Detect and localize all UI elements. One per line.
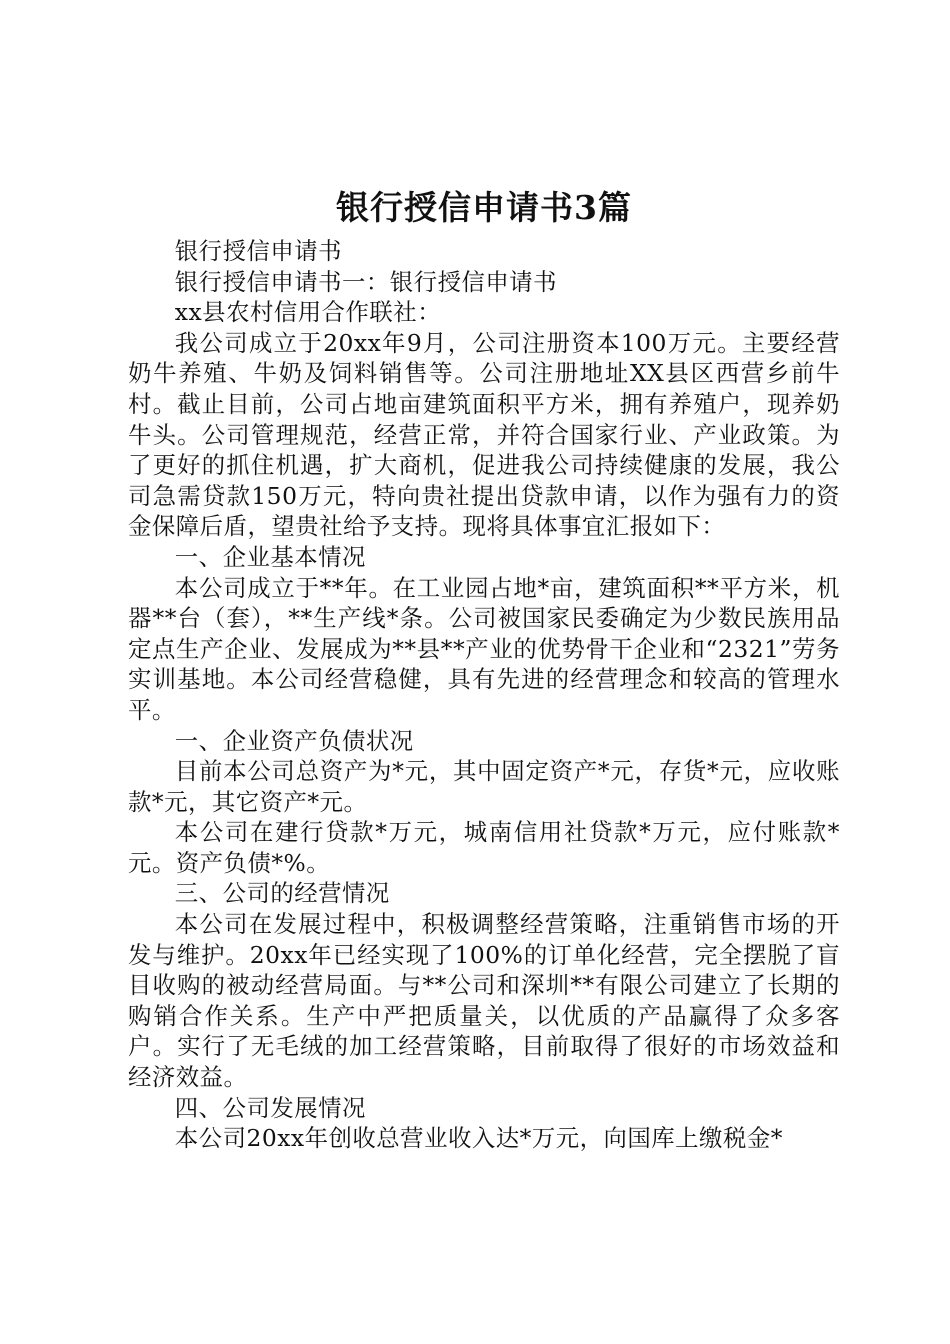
paragraph-loans: 本公司在建行贷款*万元，城南信用社贷款*万元，应付账款*元。资产负债*%。 (128, 818, 840, 877)
heading-basic-info: 一、企业基本情况 (174, 542, 366, 571)
paragraph-assets: 目前本公司总资产为*元，其中固定资产*元，存货*元，应收账款*元，其它资产*元。 (128, 757, 840, 816)
section-title: 银行授信申请书一：银行授信申请书 (174, 267, 558, 296)
subtitle-line: 银行授信申请书 (174, 237, 343, 265)
heading-development: 四、公司发展情况 (174, 1093, 366, 1122)
paragraph-operations: 本公司在发展过程中，积极调整经营策略，注重销售市场的开发与维护。20xx年已经实现了100%的订单化经营，完全摆脱了盲目收购的被动经营局面。与**公司和深圳**有限公司建立了长期的购销合作关系。生产中严把质量关，以优质的产品赢得了众多客户。实行了无毛绒的加工经营策略，目前取得了很好的市场效益和经济效益。 (128, 910, 840, 1092)
heading-operations: 三、公司的经营情况 (174, 879, 390, 908)
paragraph-intro: 我公司成立于20xx年9月，公司注册资本100万元。主要经营奶牛养殖、牛奶及饲料销售等。公司注册地址XX县区西营乡前牛村。截止目前，公司占地亩建筑面积平方米，拥有养殖户，现养奶牛头。公司管理规范，经营正常，并符合国家行业、产业政策。为了更好的抓住机遇，扩大商机，促进我公司持续健康的发展，我公司急需贷款150万元，特向贵社提出贷款申请，以作为强有力的资金保障后盾，望贵社给予支持。现将具体事宜汇报如下： (128, 328, 840, 541)
document-title: 银行授信申请书3篇 (336, 188, 632, 227)
paragraph-development: 本公司20xx年创收总营业收入达*万元，向国库上缴税金* (174, 1124, 783, 1153)
heading-assets-liabilities: 一、企业资产负债状况 (174, 726, 414, 755)
paragraph-basic-info: 本公司成立于**年。在工业园占地*亩，建筑面积**平方米，机器**台（套），**生产线*条。公司被国家民委确定为少数民族用品定点生产企业、发展成为**县**产业的优势骨干企业和“2321”劳务实训基地。本公司经营稳健，具有先进的经营理念和较高的管理水平。 (128, 573, 840, 724)
addressee: xx县农村信用合作联社： (174, 298, 442, 327)
document-page (128, 180, 840, 1154)
